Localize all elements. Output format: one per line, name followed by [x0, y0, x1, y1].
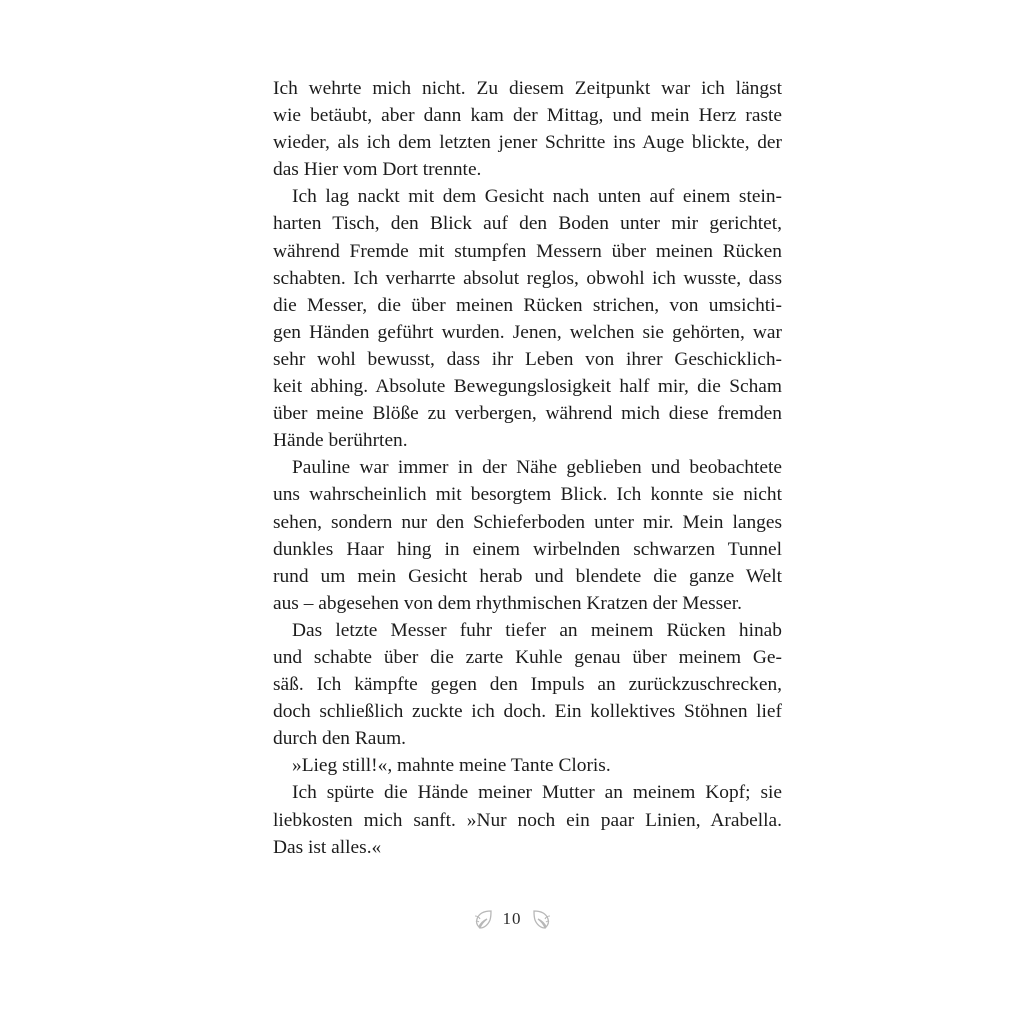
text-line: Ich spürte die Hände meiner Mutter an meinem Kopf; sie	[292, 782, 782, 804]
text-line: gen Händen geführt wurden. Jenen, welchen sie gehörten, war	[273, 321, 782, 343]
text-line: wieder, als ich dem letzten jener Schritte ins Auge blickte, der	[273, 132, 782, 154]
text-line: über meine Blöße zu verbergen, während mich diese fremden	[273, 403, 782, 425]
text-line: während Fremde mit stumpfen Messern über meinen Rücken	[273, 240, 782, 262]
leaf-ornament-icon	[471, 907, 495, 931]
page-body-text	[273, 75, 782, 861]
text-line: Hände berührten.	[273, 430, 408, 452]
text-line: harten Tisch, den Blick auf den Boden unter mir gerichtet,	[273, 213, 782, 235]
text-line: »Lieg still!«, mahnte meine Tante Cloris.	[292, 755, 611, 777]
text-line: säß. Ich kämpfte gegen den Impuls an zurückzuschrecken,	[273, 674, 782, 696]
text-line: das Hier vom Dort trennte.	[273, 159, 482, 181]
text-line: uns wahrscheinlich mit besorgtem Blick. Ich konnte sie nicht	[273, 484, 782, 506]
text-line: rund um mein Gesicht herab und blendete die ganze Welt	[273, 565, 782, 587]
text-line: sehr wohl bewusst, dass ihr Leben von ihrer Geschicklich-	[273, 348, 782, 370]
text-line: und schabte über die zarte Kuhle genau über meinem Ge-	[273, 646, 782, 668]
text-line: liebkosten mich sanft. »Nur noch ein paar Linien, Arabella.	[273, 809, 782, 831]
text-line: durch den Raum.	[273, 728, 407, 750]
text-line: wie betäubt, aber dann kam der Mittag, und mein Herz raste	[273, 105, 782, 127]
text-line: Ich wehrte mich nicht. Zu diesem Zeitpunkt war ich längst	[273, 78, 782, 99]
text-line: sehen, sondern nur den Schieferboden unter mir. Mein langes	[273, 511, 782, 533]
text-line: Das letzte Messer fuhr tiefer an meinem Rücken hinab	[292, 619, 782, 641]
text-line: aus – abgesehen von dem rhythmischen Kratzen der Messer.	[273, 592, 743, 614]
page-footer	[0, 903, 1024, 935]
text-line: die Messer, die über meinen Rücken strichen, von umsichti-	[273, 294, 782, 316]
page-number: 10	[502, 909, 522, 928]
text-line: schabten. Ich verharrte absolut reglos, obwohl ich wusste, dass	[273, 267, 782, 289]
text-line: dunkles Haar hing in einem wirbelnden schwarzen Tunnel	[273, 538, 782, 560]
text-line: Ich lag nackt mit dem Gesicht nach unten auf einem stein-	[292, 186, 782, 208]
leaf-ornament-icon	[530, 907, 554, 931]
text-line: doch schließlich zuckte ich doch. Ein kollektives Stöhnen lief	[273, 701, 782, 723]
text-line: Das ist alles.«	[273, 836, 382, 858]
text-line: keit abhing. Absolute Bewegungslosigkeit half mir, die Scham	[273, 376, 782, 398]
text-line: Pauline war immer in der Nähe geblieben und beobachtete	[292, 457, 782, 479]
